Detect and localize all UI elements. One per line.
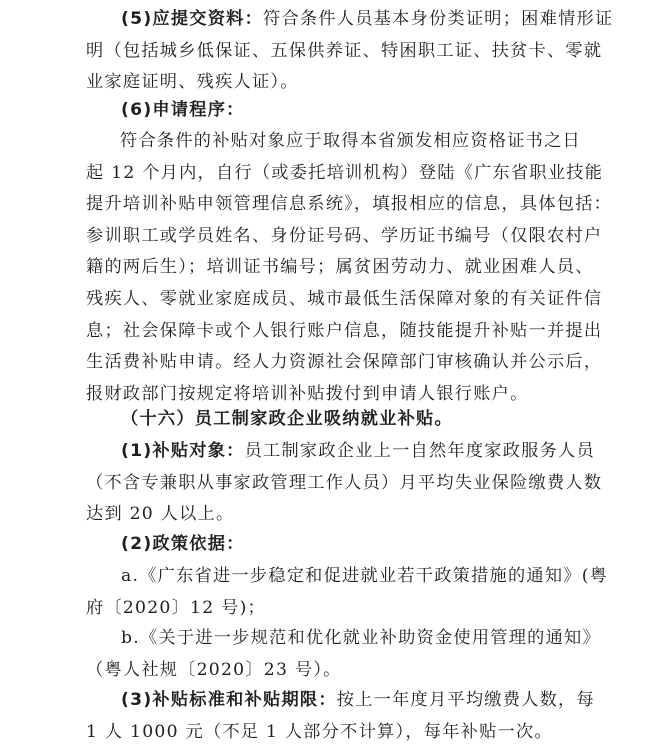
section-6-line-7: 息；社会保障卡或个人银行账户信息，随技能提升补贴一并提出	[86, 320, 603, 341]
item-1-label: (1)补贴对象：	[121, 441, 245, 461]
item-1-line-2: （不含专兼职从事家政管理工作人员）月平均失业保险缴费人数	[86, 472, 603, 493]
section-16-heading: （十六）员工制家政企业吸纳就业补贴。	[121, 409, 453, 429]
section-6-line-2: 起 12 个月内，自行（或委托培训机构）登陆《广东省职业技能	[86, 162, 604, 183]
section-6-line-8: 生活费补贴申请。经人力资源社会保障部门审核确认并公示后，	[86, 352, 603, 373]
item-3-paragraph	[86, 685, 595, 748]
section-16-heading-block	[86, 404, 590, 436]
section-5-paragraph	[86, 4, 614, 99]
item-3-line-1: 按上一年度月平均缴费人数，每	[336, 690, 595, 710]
section-6-line-6: 残疾人、零就业家庭成员、城市最低生活保障对象的有关证件信	[86, 288, 603, 309]
section-6-line-1: 符合条件的补贴对象应于取得本省颁发相应资格证书之日	[120, 131, 581, 151]
item-2-a-line-2: 府〔2020〕12 号)；	[86, 597, 266, 618]
section-5-text-line-2: 明（包括城乡低保证、五保供养证、特困职工证、扶贫卡、零就	[86, 40, 603, 61]
section-6-line-4: 参训职工或学员姓名、身份证号码、学历证书编号（仅限农村户	[86, 225, 603, 246]
item-2-b-line-1: b.《关于进一步规范和优化就业补助资金使用管理的通知》	[121, 628, 601, 648]
item-2-a-line-1: a.《广东省进一步稳定和促进就业若干政策措施的通知》(粤	[121, 566, 609, 586]
section-6-label: (6)申请程序：	[121, 100, 245, 120]
section-5-text-line-1: 符合条件人员基本身份类证明；困难情形证	[263, 9, 614, 29]
section-5-label: (5)应提交资料：	[121, 9, 264, 29]
item-2-label: (2)政策依据：	[121, 534, 245, 554]
item-1-line-3: 达到 20 人以上。	[86, 504, 235, 525]
item-2-heading	[86, 529, 590, 561]
item-2-b-paragraph	[86, 623, 601, 686]
item-2-b-line-2: （粤人社规〔2020〕23 号）。	[86, 659, 342, 680]
section-6-line-9: 报财政部门按规定将培训补贴拨付到申请人银行账户。	[86, 383, 529, 404]
item-1-line-1: 员工制家政企业上一自然年度家政服务人员	[244, 441, 595, 461]
item-3-line-2: 1 人 1000 元（不足 1 人部分不计算），每年补贴一次。	[86, 721, 553, 742]
section-6-line-3: 提升培训补贴申领管理信息系统》，填报相应的信息，具体包括：	[86, 194, 613, 215]
item-2-a-paragraph	[86, 561, 609, 624]
item-3-label: (3)补贴标准和补贴期限：	[121, 690, 337, 710]
section-5-text-line-3: 业家庭证明、残疾人证）。	[86, 72, 299, 93]
item-1-paragraph	[86, 436, 603, 531]
section-6-line-5: 籍的两后生）；培训证书编号；属贫困劳动力、就业困难人员、	[86, 257, 594, 278]
section-6-paragraph	[86, 126, 613, 410]
section-6-heading	[86, 95, 590, 127]
